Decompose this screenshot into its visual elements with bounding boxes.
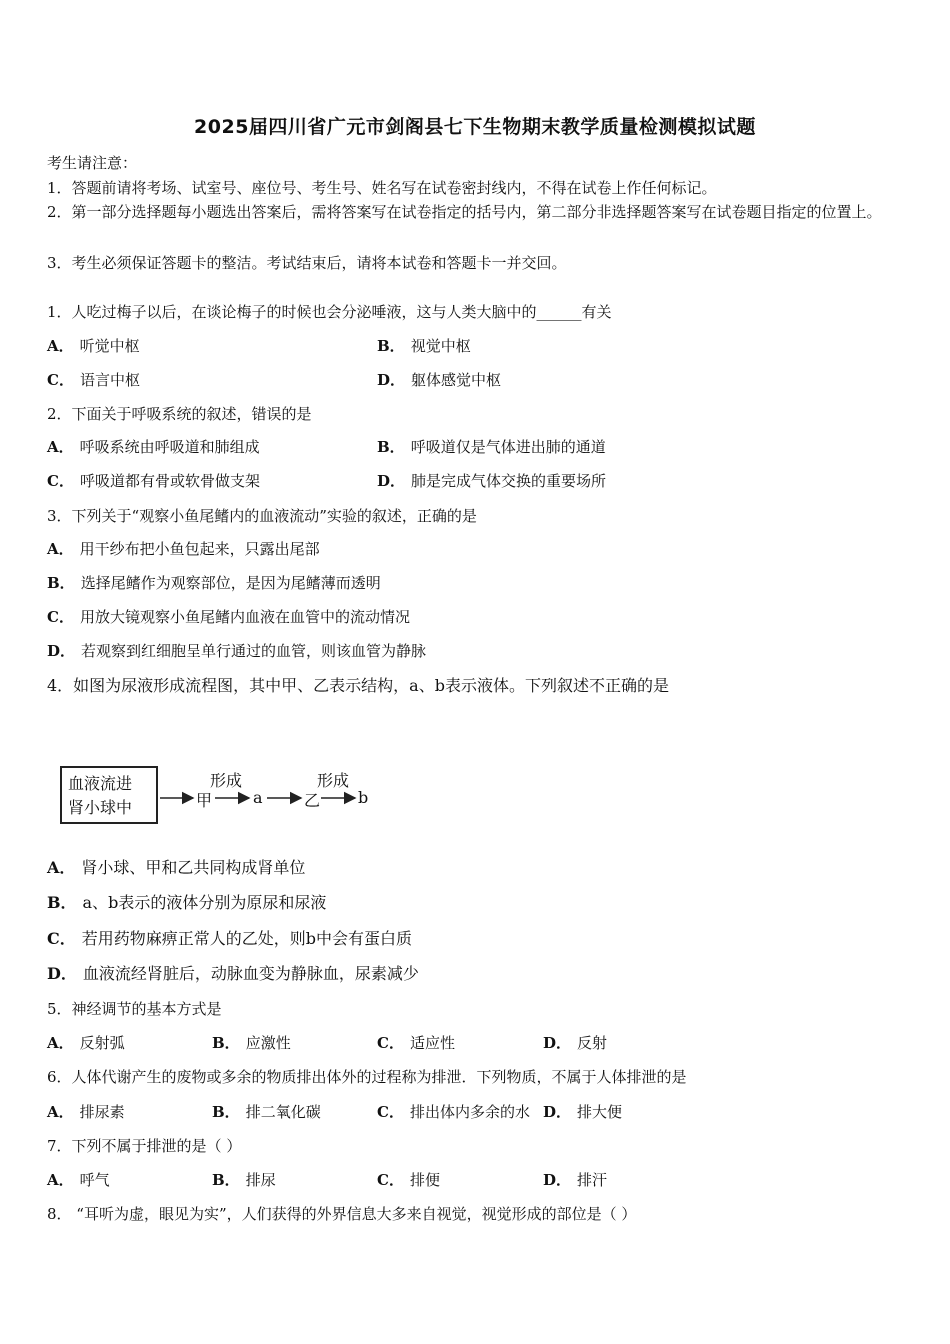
- option: B． 排二氧化碳: [212, 1103, 321, 1121]
- question-stem: 2．下面关于呼吸系统的叙述，错误的是: [47, 405, 312, 423]
- diagram-box-line: 肾小球中: [68, 798, 133, 817]
- diagram-box-line: 血液流进: [68, 774, 133, 793]
- option: A． 肾小球、甲和乙共同构成肾单位: [47, 858, 306, 877]
- option: B． 视觉中枢: [377, 337, 471, 355]
- question-stem: 7．下列不属于排泄的是（ ）: [47, 1137, 242, 1155]
- page-title: 2025届四川省广元市剑阁县七下生物期末教学质量检测模拟试题: [194, 116, 756, 138]
- option: B． a、b表示的液体分别为原尿和尿液: [47, 893, 327, 912]
- option: D． 排大便: [543, 1103, 623, 1121]
- diagram-label: 形成: [317, 771, 350, 790]
- option: D． 肺是完成气体交换的重要场所: [377, 472, 607, 490]
- option: D． 血液流经肾脏后，动脉血变为静脉血，尿素减少: [47, 964, 419, 983]
- option: B． 排尿: [212, 1171, 276, 1189]
- question-stem: 4．如图为尿液形成流程图，其中甲、乙表示结构，a、b表示液体。下列叙述不正确的是: [47, 676, 669, 695]
- notice-item: 3．考生必须保证答题卡的整洁。考试结束后，请将本试卷和答题卡一并交回。: [47, 254, 567, 272]
- option: A． 呼气: [47, 1171, 110, 1189]
- question-stem: 8． “耳听为虚，眼见为实”，人们获得的外界信息大多来自视觉，视觉形成的部位是（ ）: [47, 1205, 637, 1223]
- option: D． 反射: [543, 1034, 608, 1052]
- urine-formation-diagram: [45, 752, 385, 838]
- option: C． 呼吸道都有骨或软骨做支架: [47, 472, 260, 490]
- option: C． 排出体内多余的水: [377, 1103, 530, 1121]
- question-stem: 3．下列关于“观察小鱼尾鳍内的血液流动”实验的叙述，正确的是: [47, 507, 477, 525]
- option: C． 语言中枢: [47, 371, 140, 389]
- option: A． 反射弧: [47, 1034, 125, 1052]
- option: D． 若观察到红细胞呈单行通过的血管，则该血管为静脉: [47, 642, 427, 660]
- option: C． 若用药物麻痹正常人的乙处，则b中会有蛋白质: [47, 929, 412, 948]
- option: D． 躯体感觉中枢: [377, 371, 502, 389]
- diagram-node: a: [253, 788, 263, 807]
- option: A． 排尿素: [47, 1103, 125, 1121]
- notice-heading: 考生请注意：: [47, 154, 138, 172]
- option: A． 呼吸系统由呼吸道和肺组成: [47, 438, 260, 456]
- option: B． 选择尾鳍作为观察部位，是因为尾鳍薄而透明: [47, 574, 381, 592]
- question-stem: 5．神经调节的基本方式是: [47, 1000, 222, 1018]
- question-stem: 6．人体代谢产生的废物或多余的物质排出体外的过程称为排泄．下列物质，不属于人体排泄的是: [47, 1068, 687, 1086]
- option: A． 用干纱布把小鱼包起来，只露出尾部: [47, 540, 320, 558]
- diagram-node: 甲: [196, 791, 213, 810]
- diagram-label: 形成: [210, 771, 243, 790]
- option: D． 排汗: [543, 1171, 608, 1189]
- option: B． 呼吸道仅是气体进出肺的通道: [377, 438, 606, 456]
- diagram-node: 乙: [304, 791, 321, 810]
- question-stem: 1．人吃过梅子以后，在谈论梅子的时候也会分泌唾液，这与人类大脑中的______有关: [47, 303, 612, 321]
- diagram-arrows: [45, 752, 385, 838]
- option: C． 用放大镜观察小鱼尾鳍内血液在血管中的流动情况: [47, 608, 410, 626]
- notice-item: 1．答题前请将考场、试室号、座位号、考生号、姓名写在试卷密封线内，不得在试卷上作任何标记。: [47, 179, 717, 197]
- diagram-node: b: [358, 788, 369, 807]
- option: C． 适应性: [377, 1034, 455, 1052]
- option: B． 应激性: [212, 1034, 291, 1052]
- option: C． 排便: [377, 1171, 440, 1189]
- notice-item: 2．第一部分选择题每小题选出答案后，需将答案写在试卷指定的括号内，第二部分非选择题答案写在试卷题目指定的位置上。: [47, 203, 882, 221]
- option: A． 听觉中枢: [47, 337, 140, 355]
